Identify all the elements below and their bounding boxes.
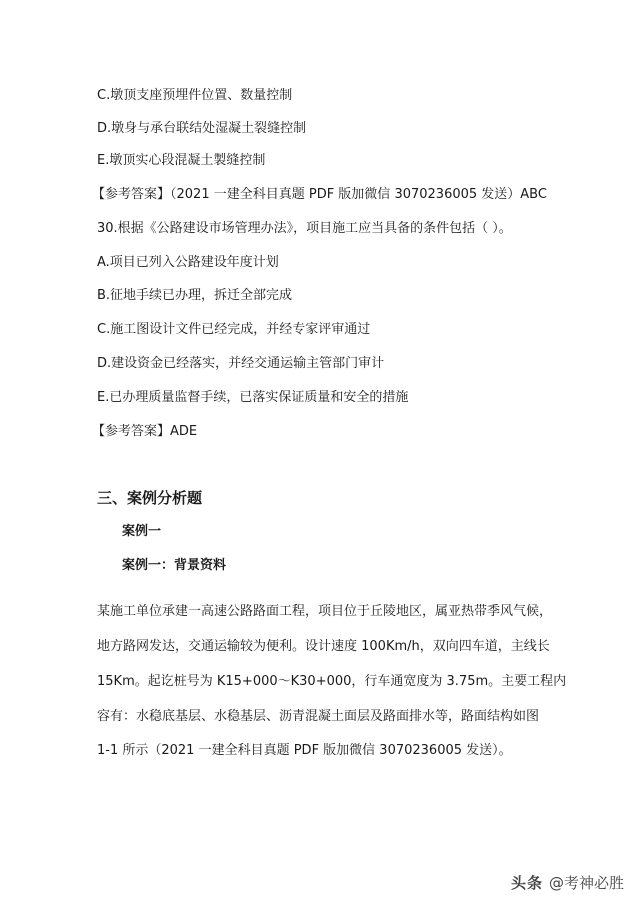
question-30-answer: 【参考答案】ADE [92,424,198,439]
option-e-prev: E.墩顶实心段混凝土製缝控制 [97,153,266,168]
question-30-option-a: A.项目已列入公路建设年度计划 [97,255,279,270]
paragraph-line-3: 15Km。起讫桩号为 K15+000～K30+000，行车通宽度为 3.75m。主要工程内 [97,674,567,689]
watermark-account: @考神必胜 [548,874,624,892]
case-title: 案例一 [122,524,162,539]
paragraph-line-2: 地方路网发达，交通运输较为便利。设计速度 100Km/h，双向四车道，主线长 [97,639,550,654]
watermark [511,872,624,893]
watermark-platform: 头条 [510,874,543,892]
paragraph-line-4: 容有：水稳底基层、水稳基层、沥青混凝土面层及路面排水等，路面结构如图 [97,709,540,724]
question-30-option-c: C.施工图设计文件已经完成，并经专家评审通过 [97,322,371,337]
question-30-stem: 30.根据《公路建设市场管理办法》，项目施工应当具备的条件包括（ ）。 [97,221,512,236]
question-30-option-d: D.建设资金已经落实，并经交通运输主管部门审计 [97,356,385,371]
answer-prev: 【参考答案】（2021 一建全科目真题 PDF 版加微信 3070236005 发送）ABC [92,187,547,202]
option-d-prev: D.墩身与承台联结处湿凝土裂缝控制 [97,121,307,136]
question-30-option-b: B.征地手续已办理，拆迁全部完成 [97,288,293,303]
option-c-prev: C.墩顶支座预埋件位置、数量控制 [97,88,293,103]
question-30-option-e: E.已办理质量监督手续，已落实保证质量和安全的措施 [97,390,409,405]
paragraph-line-1: 某施工单位承建一高速公路路面工程，项目位于丘陵地区，属亚热带季风气候， [97,604,553,619]
case-subtitle: 案例一：背景资料 [122,558,227,573]
section-heading: 三、案例分析题 [97,489,203,507]
paragraph-line-5: 1-1 所示（2021 一建全科目真题 PDF 版加微信 3070236005 发送）。 [97,743,512,758]
